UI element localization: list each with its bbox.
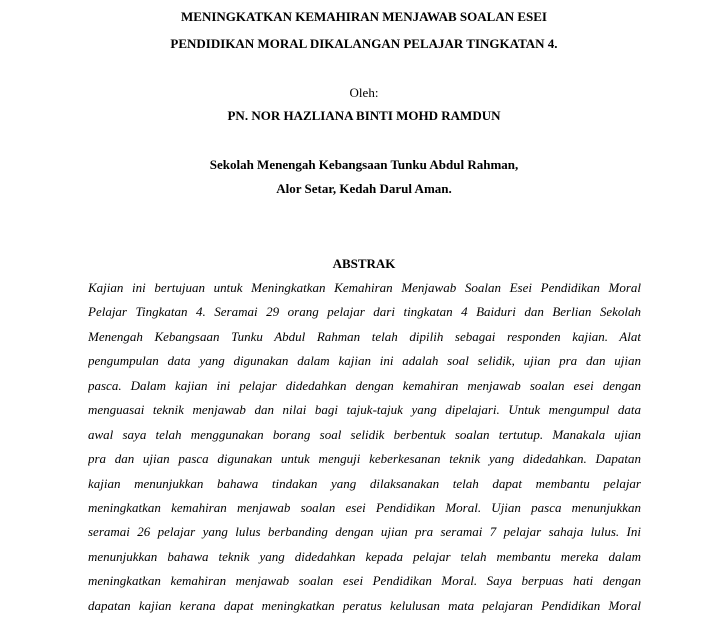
abstract-line: Pelajar Tingkatan 4. Seramai 29 orang pelajar dari tingkatan 4 Baiduri dan Berlian Sekolah [88, 304, 641, 320]
paper-title-line-2: PENDIDIKAN MORAL DIKALANGAN PELAJAR TINGKATAN 4. [170, 36, 558, 51]
author-name: PN. NOR HAZLIANA BINTI MOHD RAMDUN [227, 108, 501, 123]
byline-label: Oleh: [349, 85, 379, 100]
abstract-line: seramai 26 pelajar yang lulus berbanding dengan ujian pra seramai 7 pelajar sahaja lulus. Ini [88, 524, 641, 540]
abstract-line: awal saya telah menggunakan borang soal selidik berbentuk soalan tertutup. Manakala ujian [88, 426, 641, 442]
affiliation-line-1: Sekolah Menengah Kebangsaan Tunku Abdul Rahman, [209, 157, 519, 172]
abstract-line: menunjukkan bahawa teknik yang didedahkan kepada pelajar telah membantu mereka dalam [88, 548, 641, 564]
abstract-line: pengumpulan data yang digunakan dalam kajian ini adalah soal selidik, ujian pra dan ujian [88, 353, 641, 369]
abstract-line: Menengah Kebangsaan Tunku Abdul Rahman telah dipilih sebagai responden kajian. Alat [88, 328, 641, 344]
abstract-line: meningkatkan kemahiran menjawab soalan esei Pendidikan Moral. Ujian pasca menunjukkan [88, 499, 641, 515]
abstract-heading: ABSTRAK [332, 256, 396, 271]
abstract-line: pra dan ujian pasca digunakan untuk menguji keberkesanan teknik yang didedahkan. Dapatan [88, 451, 641, 467]
abstract-line: meningkatkan kemahiran menjawab soalan esei Pendidikan Moral. Saya berpuas hati dengan [88, 573, 641, 589]
abstract-line: pasca. Dalam kajian ini pelajar didedahkan dengan kemahiran menjawab soalan esei dengan [88, 377, 641, 393]
paper-title-line-1: MENINGKATKAN KEMAHIRAN MENJAWAB SOALAN ESEI [181, 9, 547, 24]
abstract-line: dapatan kajian kerana dapat meningkatkan peratus kelulusan mata pelajaran Pendidikan Moral [88, 597, 641, 613]
abstract-line: menguasai teknik menjawab dan nilai bagi tajuk-tajuk yang dipelajari. Untuk mengumpul data [88, 402, 641, 418]
abstract-line: kajian menunjukkan bahawa tindakan yang dilaksanakan telah dapat membantu pelajar [88, 475, 641, 491]
affiliation-line-2: Alor Setar, Kedah Darul Aman. [276, 181, 452, 196]
abstract-body [88, 276, 641, 618]
abstract-line: Kajian ini bertujuan untuk Meningkatkan Kemahiran Menjawab Soalan Esei Pendidikan Moral [88, 280, 641, 295]
